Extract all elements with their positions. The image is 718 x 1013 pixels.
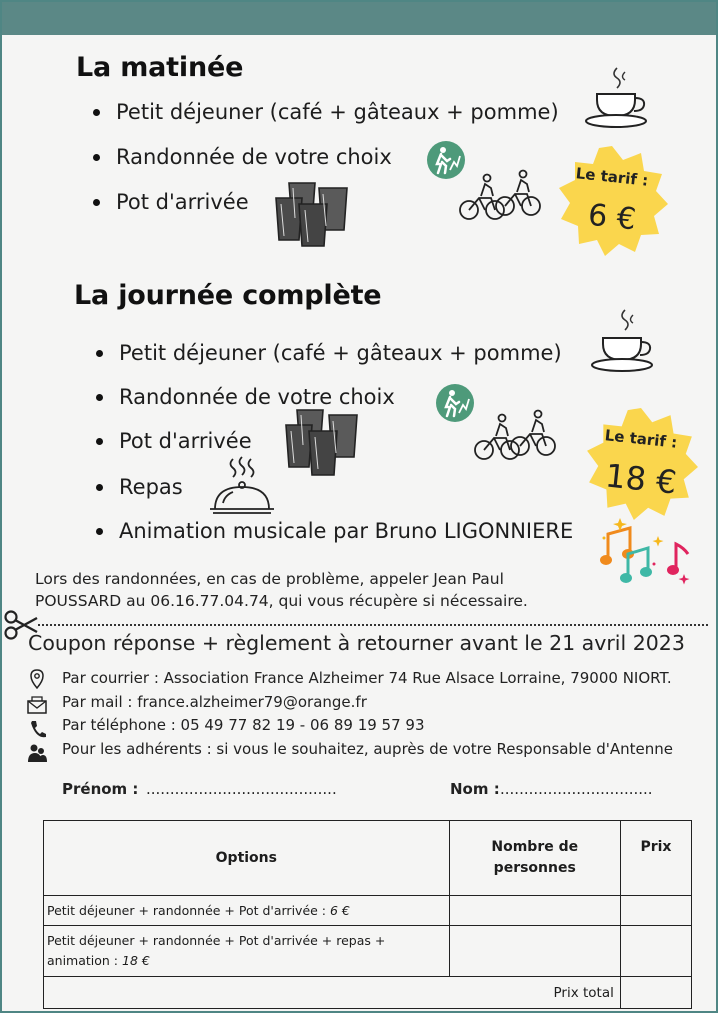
nom-label: Nom : xyxy=(450,780,500,798)
coffee-cup-icon xyxy=(591,306,657,376)
cyclists-icon xyxy=(472,406,558,462)
matinee-item-hike: Randonnée de votre choix xyxy=(90,142,559,172)
cyclists-icon xyxy=(457,166,543,222)
total-prix-cell[interactable] xyxy=(620,977,691,1009)
total-label: Prix total xyxy=(44,977,621,1009)
row2-option-line2-text: animation : xyxy=(47,953,122,968)
coupon-title: Coupon réponse + règlement à retourner avant le 21 avril 2023 xyxy=(28,631,685,655)
journee-item-drink: Pot d'arrivée xyxy=(93,426,573,456)
journee-item-meal: Repas xyxy=(93,472,573,502)
journee-item-hike: Randonnée de votre choix xyxy=(93,382,573,412)
matinee-title: La matinée xyxy=(76,52,244,83)
journee-item-breakfast: Petit déjeuner (café + gâteaux + pomme) xyxy=(93,338,573,368)
people-icon xyxy=(26,743,48,763)
row1-option xyxy=(44,896,450,926)
row1-nombre-cell[interactable] xyxy=(449,896,620,926)
drink-glasses-icon xyxy=(283,407,363,479)
header-nombre-line2: personnes xyxy=(493,860,576,876)
header-prix: Prix xyxy=(620,821,691,896)
tarif-badge-matinee xyxy=(555,144,669,258)
prenom-label: Prénom : xyxy=(62,780,139,798)
cut-line xyxy=(38,624,708,626)
header-bar xyxy=(2,2,716,35)
tarif-label: Le tarif : xyxy=(574,164,650,190)
drink-glasses-icon xyxy=(273,180,353,250)
header-nombre-line1: Nombre de xyxy=(491,839,579,855)
safety-note xyxy=(35,568,528,612)
tarif-price: 18 € xyxy=(603,456,679,502)
row1-prix-cell[interactable] xyxy=(620,896,691,926)
prenom-field[interactable]: ........................................ xyxy=(146,780,337,798)
tarif-badge-journee xyxy=(583,406,699,522)
row1-price: 6 € xyxy=(329,903,350,918)
safety-note-line2: POUSSARD au 06.16.77.04.74, qui vous récupère si nécessaire. xyxy=(35,592,528,610)
coffee-cup-icon xyxy=(585,64,651,132)
location-pin-icon xyxy=(26,669,48,689)
envelope-icon xyxy=(26,695,48,715)
header-options: Options xyxy=(44,821,450,896)
header-nombre xyxy=(449,821,620,896)
row2-option-line1: Petit déjeuner + randonnée + Pot d'arrivée + repas + xyxy=(47,933,386,948)
contact-phone: Par téléphone : 05 49 77 82 19 - 06 89 19 57 93 xyxy=(62,716,425,734)
table-header-row xyxy=(44,821,692,896)
tarif-label: Le tarif : xyxy=(603,426,679,452)
row2-prix-cell[interactable] xyxy=(620,926,691,977)
meal-cloche-icon xyxy=(207,455,277,519)
contact-mail[interactable]: Par mail : france.alzheimer79@orange.fr xyxy=(62,693,367,711)
table-total-row xyxy=(44,977,692,1009)
row2-price: 18 € xyxy=(122,953,150,968)
tarif-price: 6 € xyxy=(586,197,638,238)
row2-option-line2 xyxy=(47,951,446,971)
row2-option xyxy=(44,926,450,977)
journee-item-music: Animation musicale par Bruno LIGONNIERE xyxy=(93,516,573,546)
phone-icon xyxy=(26,719,48,739)
table-row xyxy=(44,896,692,926)
contact-adherents: Pour les adhérents : si vous le souhaitez, auprès de votre Responsable d'Antenne xyxy=(62,740,673,758)
table-row xyxy=(44,926,692,977)
nom-field[interactable]: ................................ xyxy=(500,780,653,798)
row2-nombre-cell[interactable] xyxy=(449,926,620,977)
matinee-item-breakfast: Petit déjeuner (café + gâteaux + pomme) xyxy=(90,97,559,127)
options-table xyxy=(43,820,692,1009)
safety-note-line1: Lors des randonnées, en cas de problème, appeler Jean Paul xyxy=(35,570,504,588)
contact-courrier: Par courrier : Association France Alzheimer 74 Rue Alsace Lorraine, 79000 NIORT. xyxy=(62,669,672,687)
music-notes-icon xyxy=(598,514,696,592)
matinee-item-drink: Pot d'arrivée xyxy=(90,187,559,217)
journee-title: La journée complète xyxy=(74,280,382,311)
hiking-icon xyxy=(435,383,475,423)
row1-option-text: Petit déjeuner + randonnée + Pot d'arrivée : xyxy=(47,903,330,918)
